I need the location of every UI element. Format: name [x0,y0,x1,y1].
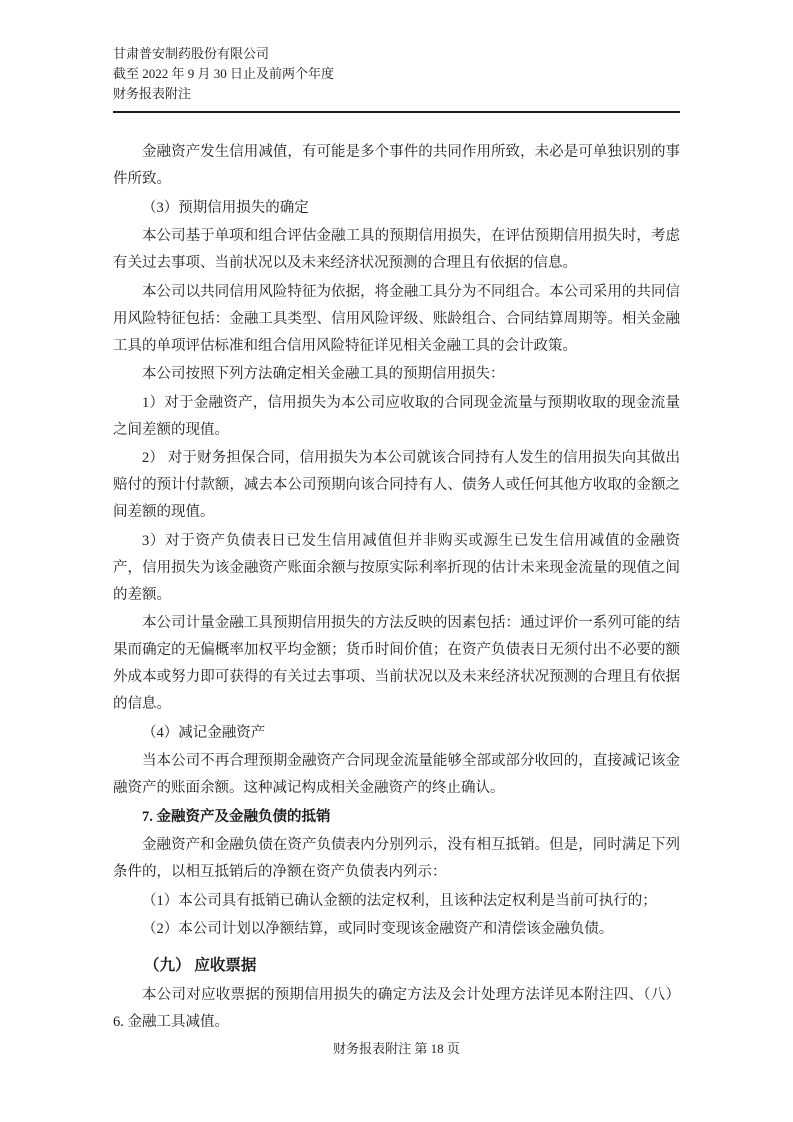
report-period: 截至 2022 年 9 月 30 日止及前两个年度 [113,66,335,81]
paragraph-write-off-description: 当本公司不再合理预期金融资产合同现金流量能够全部或部分收回的，直接减记该金融资产的账面余额。这种减记构成相关金融资产的终止确认。 [113,753,680,796]
paragraph-common-credit-risk-features: 本公司以共同信用风险特征为依据，将金融工具分为不同组合。本公司采用的共同信用风险特征包括：金融工具类型、信用风险评级、账龄组合、合同结算周期等。相关金融工具的单项评估标准和组合信用风险特征详见相关金融工具的会计政策。 [113,283,680,354]
paragraph-ecl-methods-intro: 本公司按照下列方法确定相关金融工具的预期信用损失： [142,366,505,382]
list-item-financial-assets: 1）对于金融资产，信用损失为本公司应收取的合同现金流量与预期收取的现金流量之间差额的现值。 [113,394,680,438]
section-heading-notes-receivable: （九） 应收票据 [144,957,257,974]
subsection-heading-offsetting: 7. 金融资产及金融负债的抵销 [142,808,331,825]
list-item-credit-impaired-assets: 3）对于资产负债表日已发生信用减值但并非购买或源生已发生信用减值的金融资产，信用损失为该金融资产账面余额与按原实际利率折现的估计未来现金流量的现值之间的差额。 [113,532,680,603]
paragraph-credit-impairment-events: 金融资产发生信用减值，有可能是多个事件的共同作用所致，未必是可单独识别的事件所致。 [113,144,680,187]
paragraph-notes-receivable-reference: 本公司对应收票据的预期信用损失的确定方法及会计处理方法详见本附注四、（八）6. 金融工具减值。 [113,987,680,1030]
page-footer [0,1040,793,1058]
page-header [113,44,680,113]
paragraph-ecl-measurement-factors: 本公司计量金融工具预期信用损失的方法反映的因素包括：通过评价一系列可能的结果而确定的无偏概率加权平均金额；货币时间价值；在资产负债表日无须付出不必要的额外成本或努力即可获得的有关过去事项、当前状况以及未来经济状况预测的合理且有依据的信息。 [113,615,680,712]
paragraph-offsetting-presentation: 金融资产和金融负债在资产负债表内分别列示，没有相互抵销。但是，同时满足下列条件的，以相互抵销后的净额在资产负债表内列示： [113,837,680,880]
list-item-financial-guarantee-contracts: 2） 对于财务担保合同，信用损失为本公司就该合同持有人发生的信用损失向其做出赔付的预计付款额，减去本公司预期向该合同持有人、债务人或任何其他方收取的金额之间差额的现值。 [113,450,680,520]
footer-page-number: 财务报表附注 第 18 页 [333,1041,460,1056]
document-title: 财务报表附注 [113,86,192,101]
company-name: 甘肃普安制药股份有限公司 [113,46,270,61]
subsection-heading-write-off: （4）减记金融资产 [142,724,266,741]
document-body [113,139,680,1038]
list-item-net-settlement: （2）本公司计划以净额结算，或同时变现该金融资产和清偿该金融负债。 [142,921,614,937]
paragraph-ecl-assessment-basis: 本公司基于单项和组合评估金融工具的预期信用损失，在评估预期信用损失时，考虑有关过去事项、当前状况以及未来经济状况预测的合理且有依据的信息。 [113,228,680,271]
subsection-heading-ecl-determination: （3）预期信用损失的确定 [142,199,309,216]
list-item-legal-right: （1）本公司具有抵销已确认金额的法定权利，且该种法定权利是当前可执行的； [142,892,657,909]
